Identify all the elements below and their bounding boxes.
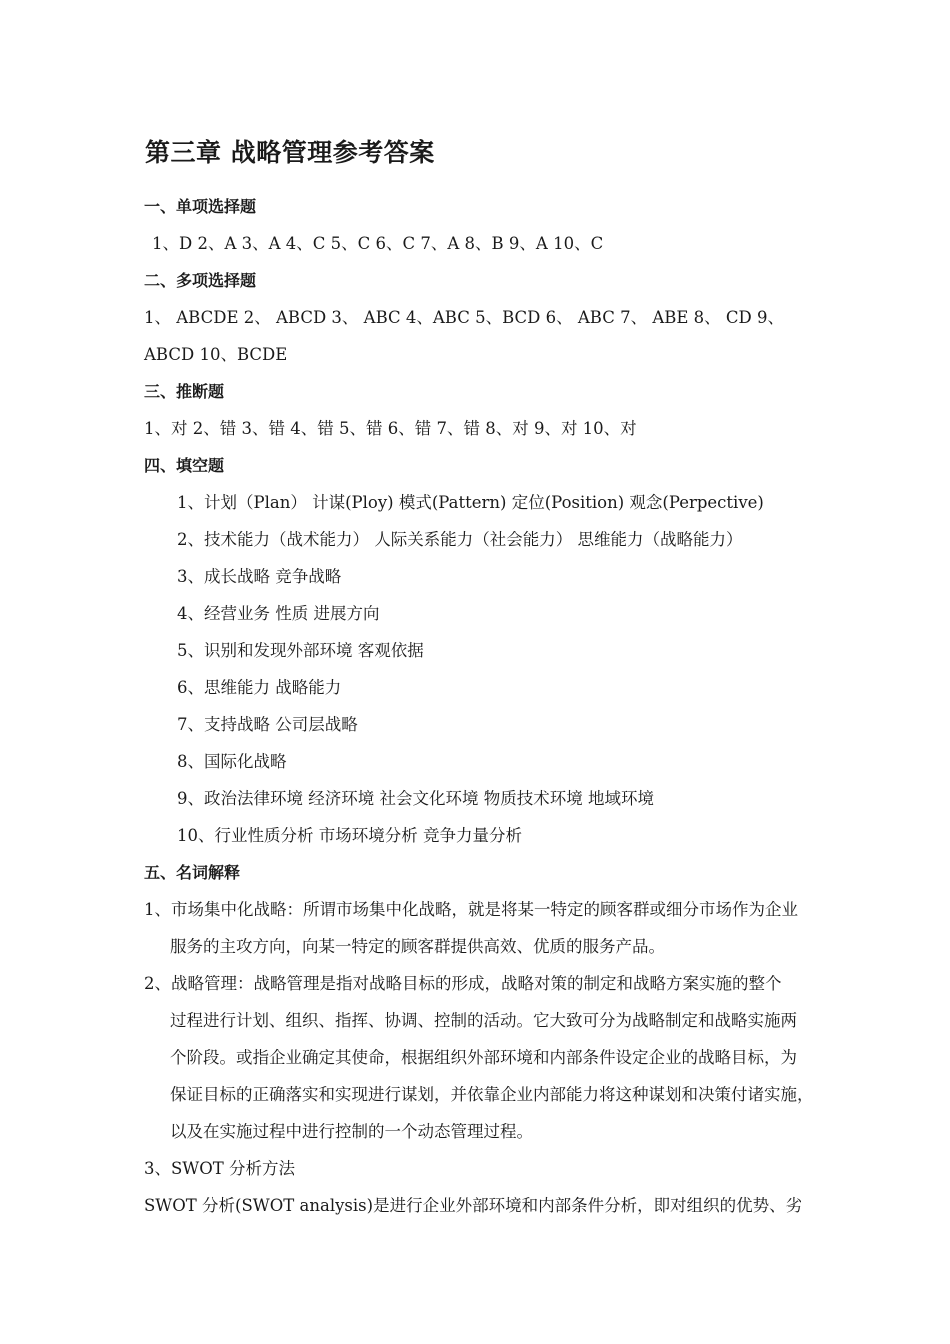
fill-blank-item: 10、行业性质分析 市场环境分析 竞争力量分析 [177, 826, 522, 845]
term-2-line-5: 以及在实施过程中进行控制的一个动态管理过程。 [170, 1122, 533, 1141]
multiple-choice-answers-line-2: ABCD 10、BCDE [144, 345, 288, 364]
fill-blank-item: 6、思维能力 战略能力 [177, 678, 342, 697]
section-heading-judgment: 三、推断题 [144, 382, 225, 401]
term-2-line-2: 过程进行计划、组织、指挥、协调、控制的活动。它大致可分为战略制定和战略实施两 [170, 1011, 797, 1030]
page-title: 第三章 战略管理参考答案 [145, 138, 435, 167]
single-choice-answers: 1、D 2、A 3、A 4、C 5、C 6、C 7、A 8、B 9、A 10、C [152, 234, 604, 253]
section-heading-fill-blank: 四、填空题 [144, 456, 225, 475]
term-2-line-4: 保证目标的正确落实和实现进行谋划，并依靠企业内部能力将这种谋划和决策付诸实施， [170, 1085, 814, 1104]
term-2-line-3: 个阶段。或指企业确定其使命，根据组织外部环境和内部条件设定企业的战略目标，为 [170, 1048, 797, 1067]
term-3-line-1: SWOT 分析(SWOT analysis)是进行企业外部环境和内部条件分析，即对组织的优势、劣 [144, 1196, 803, 1215]
section-heading-multiple-choice: 二、多项选择题 [144, 271, 257, 290]
fill-blank-item: 9、政治法律环境 经济环境 社会文化环境 物质技术环境 地域环境 [177, 789, 654, 808]
fill-blank-item: 4、经营业务 性质 进展方向 [177, 604, 380, 623]
term-2-line-1: 2、战略管理：战略管理是指对战略目标的形成，战略对策的制定和战略方案实施的整个 [144, 974, 782, 993]
term-1-line-2: 服务的主攻方向，向某一特定的顾客群提供高效、优质的服务产品。 [170, 937, 665, 956]
section-heading-terms: 五、名词解释 [144, 863, 241, 882]
fill-blank-item: 7、支持战略 公司层战略 [177, 715, 358, 734]
fill-blank-item: 1、计划（Plan） 计谋(Ploy) 模式(Pattern) 定位(Position) 观念(Perpective) [177, 493, 764, 512]
multiple-choice-answers-line-1: 1、 ABCDE 2、 ABCD 3、 ABC 4、ABC 5、BCD 6、 ABC 7、 ABE 8、 CD 9、 [144, 308, 784, 327]
fill-blank-item: 3、成长战略 竞争战略 [177, 567, 342, 586]
fill-blank-item: 2、技术能力（战术能力） 人际关系能力（社会能力） 思维能力（战略能力） [177, 530, 743, 549]
fill-blank-item: 5、识别和发现外部环境 客观依据 [177, 641, 424, 660]
term-1-line-1: 1、市场集中化战略：所谓市场集中化战略，就是将某一特定的顾客群或细分市场作为企业 [144, 900, 798, 919]
fill-blank-item: 8、国际化战略 [177, 752, 287, 771]
judgment-answers: 1、对 2、错 3、错 4、错 5、错 6、错 7、错 8、对 9、对 10、对 [144, 419, 637, 438]
term-3-title: 3、SWOT 分析方法 [144, 1159, 296, 1178]
section-heading-single-choice: 一、单项选择题 [144, 197, 257, 216]
